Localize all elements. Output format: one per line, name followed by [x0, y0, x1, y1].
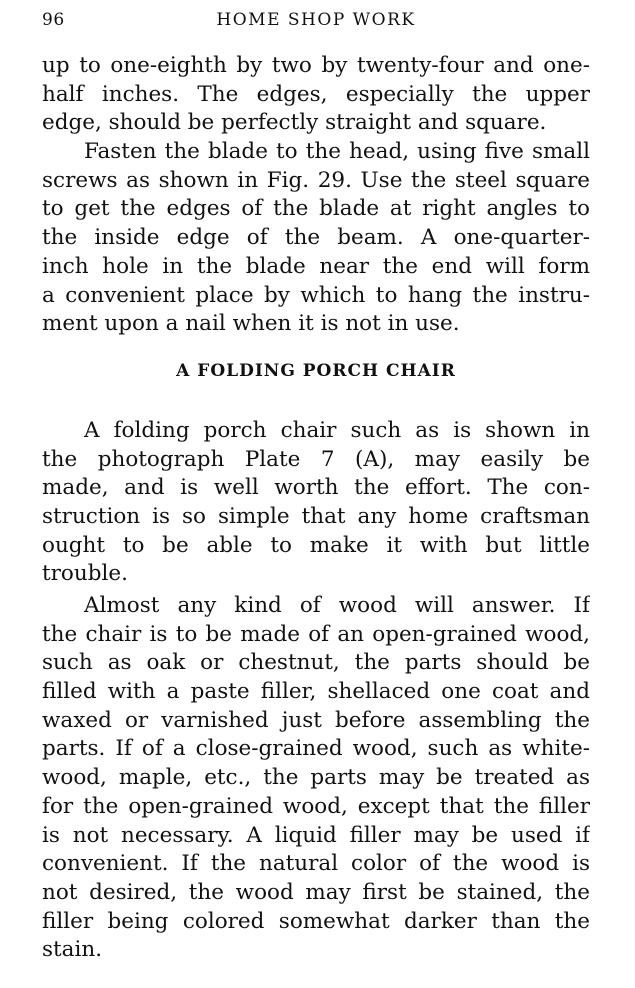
text-line: wood, maple, etc., the parts may be treated as [42, 765, 590, 791]
book-title: HOME SHOP WORK [216, 10, 416, 30]
text-line: such as oak or chestnut, the parts should be [42, 650, 590, 676]
text-line: is not necessary. A liquid filler may be used if [42, 822, 590, 848]
text-line: up to one-eighth by two by twenty-four and one- [42, 53, 590, 78]
section-heading: A FOLDING PORCH CHAIR [176, 360, 456, 381]
text-line: inch hole in the blade near the end will form [42, 253, 590, 279]
paragraph [42, 138, 590, 339]
text-line: convenient. If the natural color of the wood is [42, 851, 590, 877]
text-line: ought to be able to make it with but little [42, 532, 590, 558]
text-line: half inches. The edges, especially the upper [42, 81, 590, 107]
body-text [42, 52, 590, 965]
text-line: filled with a paste filler, shellaced one coat and [42, 679, 590, 705]
text-line: screws as shown in Fig. 29. Use the steel square [42, 167, 590, 193]
text-line: the chair is to be made of an open-grained wood, [42, 621, 590, 647]
text-line: for the open-grained wood, except that the filler [42, 793, 590, 819]
text-line: ment upon a nail when it is not in use. [42, 311, 460, 337]
text-line: Fasten the blade to the head, using five small [84, 139, 590, 165]
text-line: trouble. [42, 561, 128, 587]
running-head [42, 10, 590, 36]
text-line: not desired, the wood may first be stained, the [42, 879, 590, 905]
text-line: the inside edge of the beam. A one-quarter- [42, 225, 590, 251]
text-line: a convenient place by which to hang the instru- [42, 282, 590, 308]
paragraph [42, 592, 590, 965]
text-line: made, and is well worth the effort. The con- [42, 475, 590, 501]
text-line: filler being colored somewhat darker than the [42, 908, 590, 934]
text-line: A folding porch chair such as is shown in [84, 417, 590, 443]
text-line: Almost any kind of wood will answer. If [84, 593, 590, 618]
text-line: parts. If of a close-grained wood, such as white- [42, 736, 590, 762]
text-line: edge, should be perfectly straight and square. [42, 110, 547, 136]
text-line: struction is so simple that any home craftsman [42, 503, 590, 529]
text-line: to get the edges of the blade at right angles to [42, 196, 590, 222]
text-line: waxed or varnished just before assembling the [42, 707, 590, 733]
paragraph [42, 417, 590, 589]
text-line: the photograph Plate 7 (A), may easily be [42, 446, 590, 472]
page-number: 96 [42, 10, 65, 30]
text-line: stain. [42, 937, 103, 963]
paragraph [42, 52, 590, 138]
